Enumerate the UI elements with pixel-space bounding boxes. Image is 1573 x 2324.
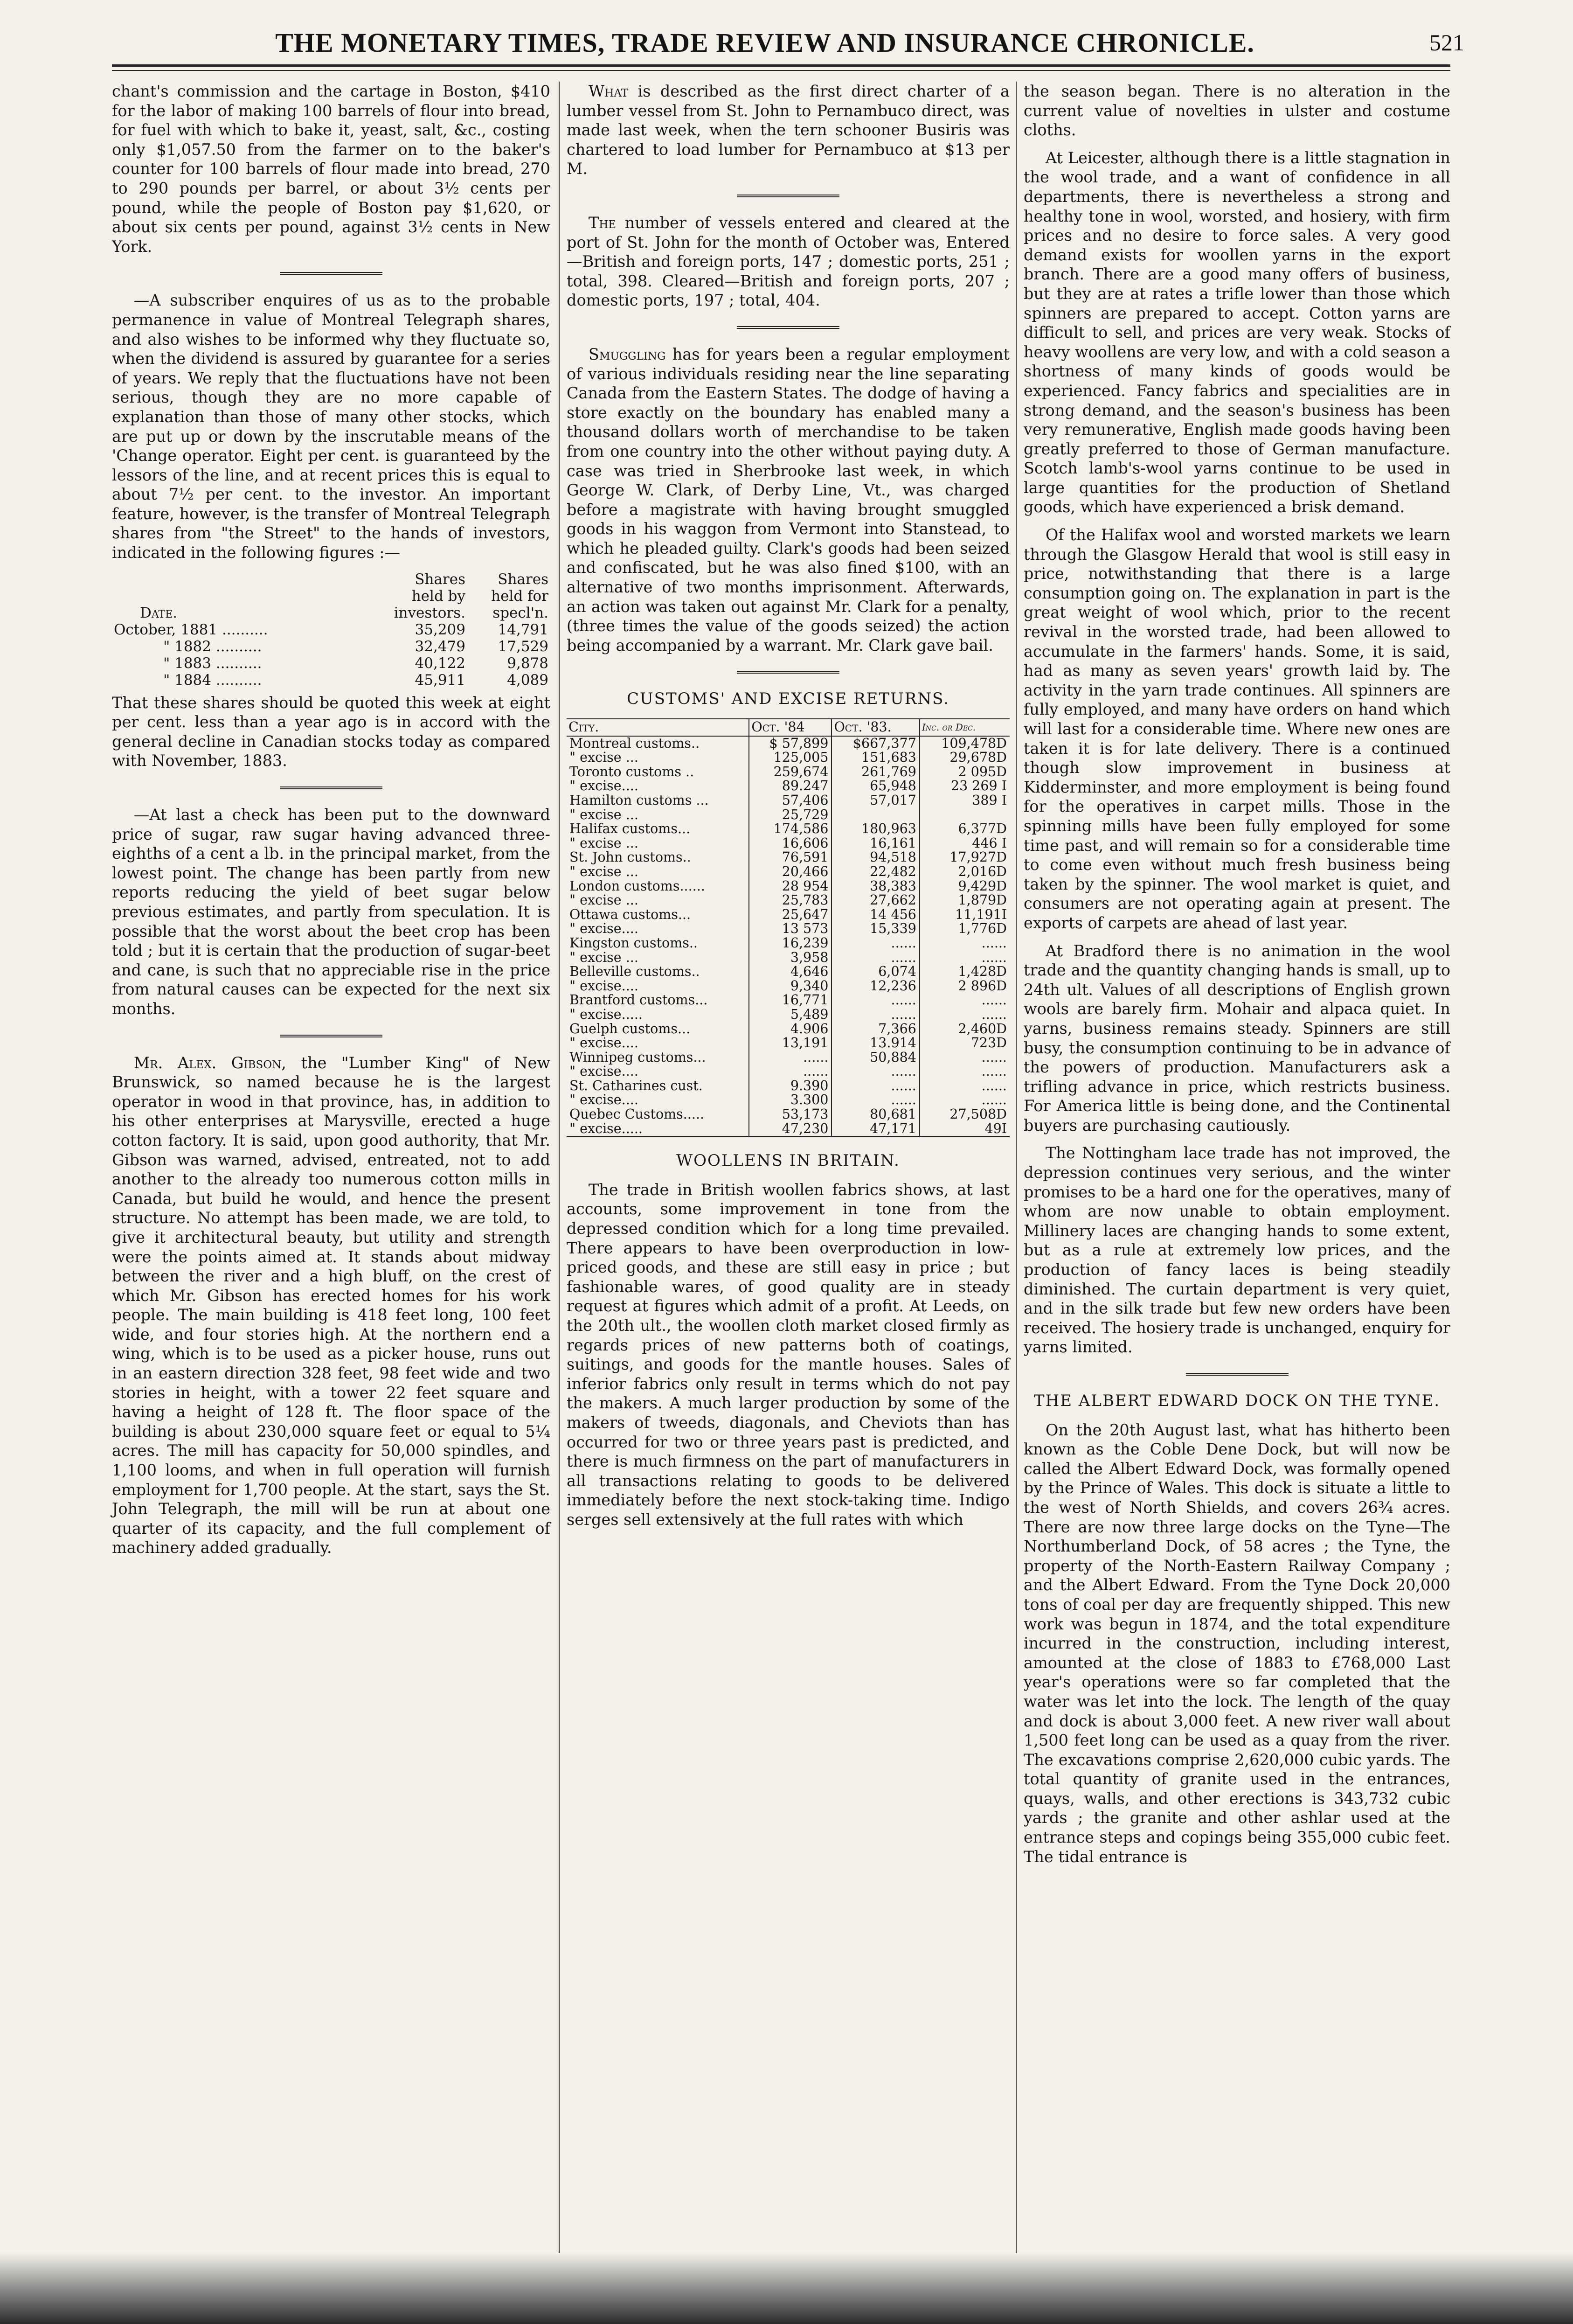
customs-cell-c: 1,776D: [958, 921, 1007, 937]
shares-head-investors: Shares held by investors.: [394, 571, 465, 621]
customs-cell-c: 27,508D: [949, 1106, 1007, 1122]
gibson-text: the "Lumber King" of New Brunswick, so named because he is the largest operator in wood in that province, has, in addition to his other enterprises at Marysville, erected a huge cotton factory. It is said, upon good authority, that Mr. Gibson was warned, advised, entreated, not to add another to the already too numerous cotton mills in Canada, but build he would, and hence the present structure. No attempt has been made, we are told, to give it architectural beauty, but utility and strength were the points aimed at. It stands about midway between the river and a high bluff, on the crest of which Mr. Gibson has erected homes for his work people. The main building is 418 feet long, 100 feet wide, and four stories high. At the northern end a wing, which is to be used as a picker house, runs out in an eastern direction 328 feet, 98 feet wide and two stories in height, with a tower 22 feet square and having a height of 128 ft. The floor space of the building is about 230,000 square feet or equal to 5¼ acres. The mill has capacity for 50,000 spindles, and 1,100 looms, and when in full operation will furnish employment for 1,700 people. At the start, says the St. John Telegraph, the mill will be run at about one quarter of its capacity, and the full complement of machinery added gradually.: [112, 1053, 550, 1557]
customs-cell-a: 13 573: [749, 922, 832, 936]
customs-head-inc: Inc. or Dec.: [920, 719, 1010, 736]
customs-cell-b: 6,074: [832, 965, 919, 979]
customs-cell-a: 25,783: [749, 893, 832, 908]
customs-cell-b: 13.914: [832, 1036, 919, 1051]
customs-cell-b: $667,377: [832, 736, 919, 751]
customs-cell-a: 57,406: [749, 793, 832, 808]
customs-cell-a: 174,586: [749, 822, 832, 836]
table-row: " 1883 .......... 40,122 9,878: [163, 654, 548, 672]
table-row: [567, 836, 1010, 851]
customs-cell-city: " excise ...: [567, 865, 749, 879]
customs-cell-c: [920, 808, 1010, 822]
customs-cell-b: ......: [832, 1008, 919, 1022]
customs-cell-city: St. Catharines cust.: [567, 1079, 749, 1093]
customs-cell-b: 38,383: [832, 879, 919, 894]
page-number: 521: [1429, 29, 1464, 56]
customs-cell-city: " excise ...: [567, 893, 749, 908]
customs-cell-a: 9.390: [749, 1079, 832, 1093]
customs-cell-a: 3.300: [749, 1093, 832, 1107]
table-row: [567, 822, 1010, 836]
customs-cell-b: ......: [832, 951, 919, 965]
customs-cell-city: " excise....: [567, 779, 749, 793]
table-row: [567, 993, 1010, 1008]
customs-cell-a: ......: [749, 1065, 832, 1079]
customs-cell-c: 446 I: [972, 835, 1007, 851]
lumber-charter-paragraph: What is described as the first direct charter of a lumber vessel from St. John to Pernambuco direct, was made last week, when the tern schooner Busiris was chartered to load lumber for Pernambuco at $13 per M.: [567, 82, 1010, 178]
customs-cell-c: 109,478D: [941, 735, 1007, 751]
page-header: [112, 27, 1464, 69]
column-3: [1024, 82, 1450, 1875]
header-rule: [112, 64, 1450, 67]
customs-cell-a: 4,646: [749, 965, 832, 979]
table-row: [567, 808, 1010, 822]
customs-cell-b: 16,161: [832, 836, 919, 851]
table-row: [567, 865, 1010, 879]
customs-cell-b: ......: [832, 1079, 919, 1093]
gibson-paragraph: [112, 1053, 550, 1558]
separator: [737, 326, 839, 331]
customs-cell-a: 16,771: [749, 993, 832, 1008]
customs-head-oct83: Oct. '83.: [832, 719, 919, 736]
table-row: " 1884 .......... 45,911 4,089: [163, 671, 548, 689]
table-row: [567, 1051, 1010, 1065]
customs-cell-a: 25,729: [749, 808, 832, 822]
customs-cell-city: " excise....: [567, 1036, 749, 1051]
separator: [737, 671, 839, 675]
bradford-paragraph: At Bradford there is no animation in the wool trade and the quantity changing hands is small, up to 24th ult. Values of all descriptions of English grown wools are barely firm. Mohair and alpaca quiet. In yarns, business remains steady. Spinners are still busy, the consumption continuing to be in advance of the powers of production. Manufacturers ask a trifling advance in price, which restricts business. For America little is being done, and the Continental buyers are purchasing cautiously.: [1024, 941, 1450, 1134]
customs-cell-a: 4.906: [749, 1022, 832, 1037]
table-row: [567, 908, 1010, 922]
table-row: [567, 879, 1010, 894]
customs-cell-c: ......: [981, 1078, 1007, 1093]
table-row: [567, 1008, 1010, 1022]
halifax-paragraph: Of the Halifax wool and worsted markets we learn through the Glasgow Herald that wool is still easy in price, notwithstanding that there is a large consumption going on. The explanation in part is the great weight of wool which, prior to the recent revival in the worsted trade, had been allowed to accumulate in the farmers' hands. Some, it is said, had as many as seven years' growth laid by. The activity in the yarn trade continues. All spinners are fully employed, and many have orders on hand which will last for a considerable time. Where new ones are taken it is for late delivery. There is a continued though slow improvement in business at Kidderminster, and more employment is being found for the operatives in carpet mills. Those in the spinning mills have been fully employed for some time past, and will remain so for a considerable time to come even without much fresh business being taken by the spinner. The wool market is quiet, and consumers are not operating again at present. The exports of carpets are ahead of last year.: [1024, 526, 1450, 932]
customs-cell-a: 5,489: [749, 1008, 832, 1022]
customs-head-city: City.: [567, 719, 749, 736]
customs-cell-a: 28 954: [749, 879, 832, 894]
separator: [280, 786, 382, 791]
shares-head-date: Date.: [140, 604, 178, 621]
customs-cell-c: 2 896D: [958, 978, 1007, 994]
customs-cell-a: $ 57,899: [749, 736, 832, 751]
customs-cell-city: " excise.....: [567, 1122, 749, 1137]
customs-cell-b: 22,482: [832, 865, 919, 879]
telegraph-shares-table: [112, 571, 550, 689]
customs-cell-b: 65,948: [832, 779, 919, 793]
nottingham-paragraph: The Nottingham lace trade has not improved, the depression continues very serious, and the winter promises to be a hard one for the operatives, many of whom are now unable to obtain employment. Millinery laces are changing hands to some extent, but as a rule at extremely low prices, and the production of fancy laces is being steadily diminished. The curtain department is very quiet, and in the silk trade but few new orders have been received. The hosiery trade is unchanged, enquiry for yarns limited.: [1024, 1144, 1450, 1357]
customs-cell-city: " excise....: [567, 979, 749, 994]
customs-cell-b: [832, 808, 919, 822]
woollens-heading: WOOLLENS IN BRITAIN.: [676, 1151, 900, 1170]
table-row: [567, 1122, 1010, 1137]
column-divider-2: [1016, 82, 1017, 2255]
customs-cell-city: " excise....: [567, 922, 749, 936]
table-row: [567, 793, 1010, 808]
customs-cell-c: ......: [981, 1064, 1007, 1079]
customs-cell-b: ......: [832, 993, 919, 1008]
customs-cell-a: 125,005: [749, 751, 832, 765]
customs-cell-city: " excise....: [567, 1065, 749, 1079]
customs-cell-city: Hamilton customs ...: [567, 793, 749, 808]
customs-cell-c: 1,428D: [958, 964, 1007, 980]
customs-cell-city: " excise ...: [567, 808, 749, 822]
table-row: [567, 979, 1010, 994]
customs-cell-b: ......: [832, 1093, 919, 1107]
customs-head-oct84: Oct. '84: [749, 719, 832, 736]
page-edge-shadow: [0, 2253, 1573, 2324]
customs-cell-c: 389 I: [972, 793, 1007, 808]
smuggling-paragraph: Smuggling has for years been a regular employment of various individuals residing near the line separating Canada from the Eastern States. The dodge of having a store exactly on the boundary has enabled many a thousand dollars worth of merchandise to be taken from one country into the other without paying duty. A case was tried in Sherbrooke last week, in which George W. Clark, of Derby Line, Vt., was charged before a magistrate with having brought smuggled goods in his waggon from Vermont into Stanstead, to which he pleaded guilty. Clark's goods had been seized and confiscated, but he was also fined $100, with an alternative of two months imprisonment. Afterwards, an action was taken out against Mr. Clark for a penalty, (three times the value of the goods seized) the action being accompanied by a warrant. Mr. Clark gave bail.: [567, 345, 1010, 654]
customs-cell-b: ......: [832, 936, 919, 951]
season-paragraph: the season began. There is no alteration in the current value of novelties in ulster and costume cloths.: [1024, 82, 1450, 139]
sugar-paragraph: —At last a check has been put to the downward price of sugar, raw sugar having advanced three-eighths of a cent a lb. in the principal market, from the lowest point. The change has been partly from new reports reducing the yield of beet sugar below previous estimates, and partly from speculation. It is possible that the worst about the beet crop has been told ; but it is certain that the production of sugar-beet and cane, is such that no appreciable rise in the price from natural causes can be expected for the next six months.: [112, 806, 550, 1018]
customs-cell-b: 15,339: [832, 922, 919, 936]
table-row: [567, 1036, 1010, 1051]
customs-cell-b: 50,884: [832, 1051, 919, 1065]
customs-cell-b: 12,236: [832, 979, 919, 994]
customs-cell-city: " excise ...: [567, 951, 749, 965]
customs-cell-c: 723D: [970, 1035, 1007, 1051]
table-row: [567, 893, 1010, 908]
telegraph-shares-paragraph: —A subscriber enquires of us as to the probable permanence in value of Montreal Telegraph shares, and also wishes to be informed why they fluctuate so, when the dividend is assured by guarantee for a series of years. We reply that the fluctuations have not been serious, though they are no more capable of explanation than those of many other stocks, which are put up or down by the inscrutable means of the 'Change operator. Eight per cent. is guaranteed by the lessors of the line, and at recent prices this is equal to about 7½ per cent. to the investor. An important feature, however, is the transfer of Montreal Telegraph shares from "the Street" to the hands of investors, indicated in the following figures :—: [112, 291, 550, 562]
customs-cell-a: 53,173: [749, 1107, 832, 1122]
customs-cell-c: ......: [981, 1092, 1007, 1108]
dock-paragraph: On the 20th August last, what has hitherto been known as the Coble Dene Dock, but will now be called the Albert Edward Dock, was formally opened by the Prince of Wales. This dock is situate a little to the west of North Shields, and covers 26¾ acres. There are now three large docks on the Tyne—The Northumberland Dock, of 58 acres ; the Tyne, the property of the North-Eastern Railway Company ; and the Albert Edward. From the Tyne Dock 20,000 tons of coal per day are frequently shipped. This new work was begun in 1874, and the total expenditure incurred in the construction, including interest, amounted at the close of 1883 to £768,000 Last year's operations were so far completed that the water was let into the lock. The length of the quay and dock is about 3,000 feet. A new river wall about 1,500 feet long can be used as a quay from the river. The excavations comprise 2,620,000 cubic yards. The total quantity of granite used in the entrances, quays, walls, and other erections is 343,732 cubic yards ; the granite and other ashlar used at the entrance steps and copings being 355,000 cubic feet. The tidal entrance is: [1024, 1420, 1450, 1866]
customs-cell-a: 25,647: [749, 908, 832, 922]
table-row: [567, 736, 1010, 751]
dock-heading: THE ALBERT EDWARD DOCK ON THE TYNE.: [1033, 1392, 1441, 1410]
customs-heading: CUSTOMS' AND EXCISE RETURNS.: [627, 689, 949, 709]
customs-cell-a: 13,191: [749, 1036, 832, 1051]
customs-cell-b: 261,769: [832, 765, 919, 779]
customs-cell-a: ......: [749, 1051, 832, 1065]
leicester-paragraph: At Leicester, although there is a little stagnation in the wool trade, and a want of confidence in all departments, there is nevertheless a strong and healthy tone in wool, worsted, and hosiery, with firm prices and no desire to force sales. A very good demand exists for woollen yarns in the export branch. There are a good many offers of business, but they are at rates a trifle lower than those which spinners are prepared to accept. Cotton yarns are difficult to sell, and prices are very weak. Stocks of heavy woollens are very low, and with a cold season a shortness of many kinds of goods would be experienced. Fancy fabrics and specialities are in strong demand, and the season's business has been very remunerative, English made goods having been greatly preferred to those of German manufacture. Scotch lamb's-wool yarns continue to be used in large quantities for the production of Shetland goods, which have experienced a brisk demand.: [1024, 148, 1450, 516]
table-row: [567, 1022, 1010, 1037]
column-divider-1: [559, 82, 560, 2255]
table-row: [567, 850, 1010, 865]
customs-cell-c: 23 269 I: [950, 778, 1007, 794]
customs-cell-c: ......: [981, 992, 1007, 1008]
table-row: [567, 751, 1010, 765]
customs-cell-city: " excise ...: [567, 836, 749, 851]
customs-cell-b: 47,171: [832, 1122, 919, 1137]
customs-cell-c: 6,377D: [958, 821, 1007, 837]
table-row: October, 1881 .......... 35,209 14,791: [114, 621, 548, 638]
customs-cell-city: " excise ...: [567, 751, 749, 765]
customs-cell-city: " excise.....: [567, 1008, 749, 1022]
customs-cell-a: 16,239: [749, 936, 832, 951]
table-row: [567, 1065, 1010, 1079]
customs-cell-b: 7,366: [832, 1022, 919, 1037]
customs-cell-city: " excise....: [567, 1093, 749, 1107]
separator: [280, 1035, 382, 1039]
table-row: [567, 1107, 1010, 1122]
customs-cell-city: Toronto customs ..: [567, 765, 749, 779]
header-rule-thin: [112, 70, 1450, 71]
customs-cell-city: Winnipeg customs...: [567, 1051, 749, 1065]
customs-cell-city: Quebec Customs.....: [567, 1107, 749, 1122]
table-row: [567, 1079, 1010, 1093]
customs-cell-city: London customs......: [567, 879, 749, 894]
table-row: [567, 936, 1010, 951]
customs-cell-c: 29,678D: [949, 750, 1007, 765]
customs-cell-c: 11,191I: [955, 906, 1007, 922]
customs-cell-b: 27,662: [832, 893, 919, 908]
customs-cell-c: 2 095D: [958, 764, 1007, 779]
customs-cell-c: ......: [981, 935, 1007, 951]
table-row: [567, 922, 1010, 936]
masthead: THE MONETARY TIMES, TRADE REVIEW AND INSURANCE CHRONICLE.: [275, 28, 1254, 58]
customs-cell-b: 57,017: [832, 793, 919, 808]
customs-cell-c: 2,016D: [958, 863, 1007, 879]
customs-cell-c: 1,879D: [958, 892, 1007, 908]
customs-cell-c: 2,460D: [958, 1021, 1007, 1037]
customs-cell-c: ......: [981, 1006, 1007, 1022]
customs-cell-b: 14 456: [832, 908, 919, 922]
customs-cell-b: ......: [832, 1065, 919, 1079]
customs-cell-b: 180,963: [832, 822, 919, 836]
customs-cell-city: Ottawa customs...: [567, 908, 749, 922]
customs-cell-city: St. John customs..: [567, 850, 749, 865]
customs-cell-c: ......: [981, 1049, 1007, 1065]
woollens-paragraph: The trade in British woollen fabrics shows, at last accounts, some improvement in tone from the depressed condition which for a long time prevailed. There appears to have been overproduction in low-priced goods, and these are still easy in price ; but fashionable wares, of good quality are in steady request at figures which admit of a profit. At Leeds, on the 20th ult., the woollen cloth market closed firmly as regards prices of new patterns both of coatings, suitings, and goods for the mantle houses. Sales of inferior fabrics only result in terms which do not pay the makers. A much larger production by some of the makers of tweeds, diagonals, and Cheviots than has occurred for two or three years past is predicted, and there is much firmness on the part of manufacturers in all transactions relating to goods to be delivered immediately before the next stock-taking time. Indigo serges sell extensively at the full rates with which: [567, 1180, 1010, 1529]
customs-cell-city: Kingston customs..: [567, 936, 749, 951]
vessels-paragraph: The number of vessels entered and cleared at the port of St. John for the month of October was, Entered—British and foreign ports, 147 ; domestic ports, 251 ; total, 398. Cleared—British and foreign ports, 207 ; domestic ports, 197 ; total, 404.: [567, 213, 1010, 310]
shares-quote-paragraph: That these shares should be quoted this week at eight per cent. less than a year ago is in accord with the general decline in Canadian stocks today as compared with November, 1883.: [112, 693, 550, 770]
customs-table: [567, 718, 1010, 1137]
boston-flour-paragraph: chant's commission and the cartage in Boston, $410 for the labor of making 100 barrels of flour into bread, for fuel with which to bake it, yeast, salt, &c., costing only $1,057.50 from the farmer on to the baker's counter for 100 barrels of flour made into bread, 270 to 290 pounds per barrel, or about 3½ cents per pound, while the people of Boston pay $1,620, or about six cents per pound, against 3½ cents in New York.: [112, 82, 550, 256]
separator: [737, 195, 839, 199]
customs-cell-b: 94,518: [832, 850, 919, 865]
customs-cell-c: ......: [981, 949, 1007, 965]
table-row: " 1882 .......... 32,479 17,529: [163, 638, 548, 655]
customs-cell-a: 89.247: [749, 779, 832, 793]
table-row: [567, 779, 1010, 793]
customs-cell-a: 47,230: [749, 1122, 832, 1137]
table-row: [567, 765, 1010, 779]
customs-cell-city: Belleville customs..: [567, 965, 749, 979]
table-row: [567, 951, 1010, 965]
column-1: [112, 82, 550, 1566]
separator: [280, 272, 382, 277]
gibson-lead: Mr. Alex. Gibson,: [133, 1053, 286, 1072]
column-2: [567, 82, 1010, 1538]
separator: [1186, 1373, 1289, 1378]
customs-cell-a: 20,466: [749, 865, 832, 879]
customs-cell-city: Guelph customs...: [567, 1022, 749, 1037]
customs-cell-a: 16,606: [749, 836, 832, 851]
customs-cell-c: 49I: [920, 1122, 1010, 1137]
customs-cell-c: 9,429D: [958, 878, 1007, 894]
customs-cell-a: 259,674: [749, 765, 832, 779]
table-row: [567, 1093, 1010, 1107]
customs-cell-city: Brantford customs...: [567, 993, 749, 1008]
customs-cell-a: 3,958: [749, 951, 832, 965]
customs-cell-a: 76,591: [749, 850, 832, 865]
shares-head-speculation: Shares held for specl'n.: [491, 571, 548, 621]
customs-cell-city: Montreal customs..: [567, 736, 749, 751]
customs-cell-b: 151,683: [832, 751, 919, 765]
table-row: [567, 965, 1010, 979]
customs-cell-a: 9,340: [749, 979, 832, 994]
customs-cell-c: 17,927D: [949, 849, 1007, 865]
customs-cell-city: Halifax customs...: [567, 822, 749, 836]
customs-cell-b: 80,681: [832, 1107, 919, 1122]
